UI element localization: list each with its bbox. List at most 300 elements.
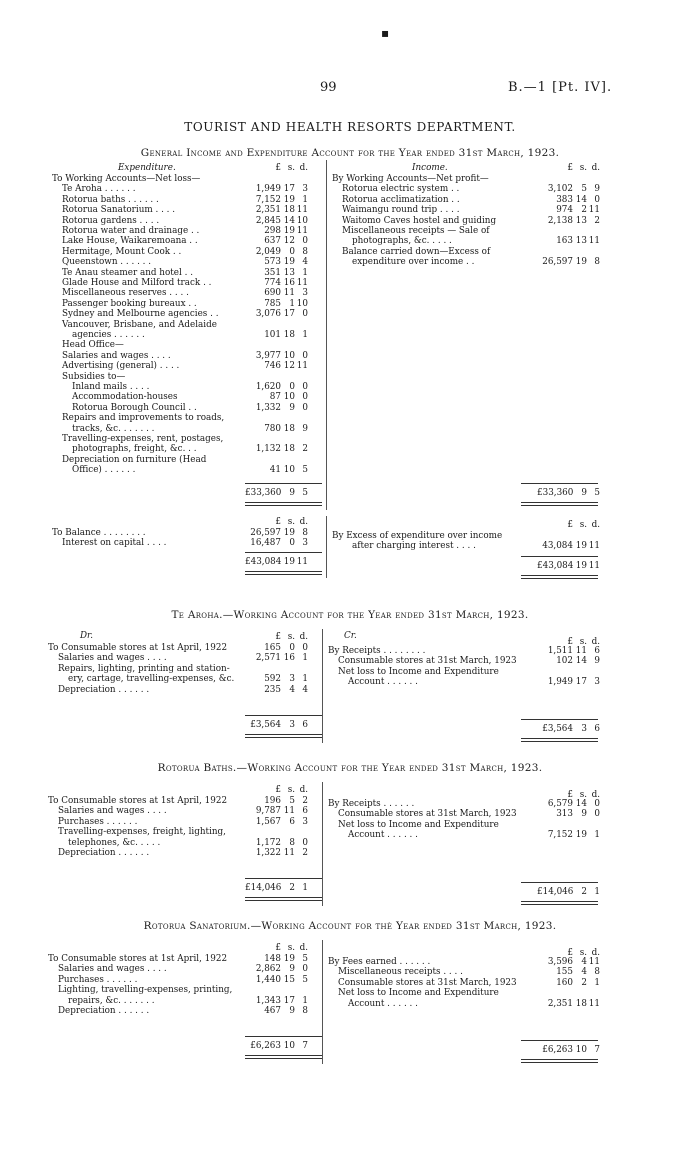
amount-pounds: 1,172 bbox=[255, 837, 281, 848]
credit-amount bbox=[537, 830, 600, 840]
income-label: Waimangu round trip . . . . bbox=[342, 205, 460, 216]
amount-shillings: 18 bbox=[283, 330, 295, 340]
excess-amount bbox=[537, 541, 600, 551]
expenditure-label: Office) . . . . . . bbox=[72, 465, 136, 476]
amount-shillings: 4 bbox=[581, 957, 587, 967]
credit-amount bbox=[537, 656, 600, 666]
amount-pence: 11 bbox=[588, 236, 600, 247]
amount-pence: 8 bbox=[302, 246, 308, 257]
expenditure-label: Lake House, Waikaremoana . . bbox=[62, 236, 198, 247]
amount-shillings: 0 bbox=[289, 538, 295, 549]
amount-pounds: 298 bbox=[264, 226, 281, 236]
expenditure-heading: Expenditure. bbox=[118, 163, 176, 173]
amount-pounds: £14,046 bbox=[537, 887, 574, 898]
amount-shillings: 17 bbox=[575, 677, 587, 688]
debit-amount bbox=[245, 954, 308, 964]
expenditure-amount bbox=[245, 288, 308, 298]
income-amount bbox=[537, 184, 600, 194]
amount-pence: 1 bbox=[594, 887, 600, 898]
amount-shillings: 13 bbox=[283, 267, 295, 278]
debit-amount bbox=[245, 685, 308, 695]
amount-shillings: 19 bbox=[575, 561, 587, 571]
debit-amount bbox=[245, 653, 308, 663]
amount-pence: 0 bbox=[302, 309, 308, 320]
credit-amount bbox=[537, 809, 600, 819]
balance-label: Interest on capital . . . . bbox=[62, 538, 167, 549]
currency-d: d. bbox=[591, 790, 600, 800]
amount-pounds: 1,949 bbox=[547, 677, 573, 688]
credit-label: Consumable stores at 31st March, 1923 bbox=[338, 977, 517, 988]
credit-label: Consumable stores at 31st March, 1923 bbox=[338, 809, 517, 820]
general-account-heading: General Income and Expenditure Account for the Year ended 31st March, 1923. bbox=[140, 147, 560, 159]
currency-header bbox=[537, 520, 600, 530]
currency-s: s. bbox=[579, 948, 587, 958]
expenditure-amount bbox=[245, 184, 308, 194]
amount-pence: 8 bbox=[302, 1006, 308, 1016]
amount-pence: 5 bbox=[302, 488, 308, 498]
amount-shillings: 17 bbox=[283, 309, 295, 320]
amount-pence: 11 bbox=[296, 205, 308, 216]
amount-pounds: 2,351 bbox=[255, 205, 281, 216]
expenditure-amount bbox=[245, 309, 308, 319]
credit-label: Consumable stores at 31st March, 1923 bbox=[338, 656, 517, 667]
amount-pence: 0 bbox=[302, 837, 308, 848]
amount-pounds: 2,571 bbox=[255, 653, 281, 664]
amount-shillings: 19 bbox=[283, 194, 295, 205]
currency-p: £ bbox=[275, 943, 281, 953]
amount-pence: 1 bbox=[594, 977, 600, 988]
amount-shillings: 16 bbox=[283, 278, 295, 288]
amount-shillings: 11 bbox=[283, 848, 295, 858]
expenditure-label: Depreciation on furniture (Head bbox=[62, 454, 207, 465]
currency-p: £ bbox=[275, 163, 281, 173]
amount-pounds: 2,845 bbox=[255, 215, 281, 226]
income-label: expenditure over income . . bbox=[352, 257, 475, 268]
currency-header bbox=[245, 785, 308, 795]
double-rule bbox=[245, 571, 322, 575]
expenditure-label: Rotorua gardens . . . . bbox=[62, 215, 160, 226]
amount-pounds: £14,046 bbox=[245, 883, 282, 894]
debit-label: repairs, &c. . . . . . . bbox=[68, 995, 155, 1006]
amount-shillings: 19 bbox=[283, 528, 295, 538]
income-label: photographs, &c. . . . . bbox=[352, 236, 452, 247]
amount-pounds: 43,084 bbox=[542, 541, 573, 552]
currency-header bbox=[537, 163, 600, 173]
amount-shillings: 10 bbox=[283, 465, 295, 476]
amount-pounds: 148 bbox=[264, 954, 281, 964]
amount-shillings: 2 bbox=[581, 205, 587, 216]
double-rule bbox=[245, 502, 322, 506]
amount-pounds: £43,084 bbox=[245, 557, 282, 567]
rule-line bbox=[245, 483, 322, 484]
column-divider bbox=[326, 160, 327, 510]
amount-pounds: 41 bbox=[269, 465, 281, 476]
amount-shillings: 4 bbox=[581, 967, 587, 978]
debit-label: To Consumable stores at 1st April, 1922 bbox=[48, 796, 228, 806]
income-amount bbox=[537, 216, 600, 226]
debit-amount bbox=[245, 848, 308, 858]
expenditure-label: Advertising (general) . . . . bbox=[62, 361, 180, 372]
amount-pence: 1 bbox=[302, 883, 308, 894]
currency-p: £ bbox=[275, 785, 281, 795]
expenditure-label: Repairs and improvements to roads, bbox=[62, 413, 225, 424]
amount-pence: 11 bbox=[296, 361, 308, 372]
debit-amount bbox=[245, 1006, 308, 1016]
amount-pence: 11 bbox=[588, 998, 600, 1009]
amount-shillings: 19 bbox=[575, 830, 587, 841]
expenditure-label: agencies . . . . . . bbox=[72, 330, 145, 340]
amount-pounds: 2,862 bbox=[255, 964, 281, 975]
amount-shillings: 4 bbox=[289, 684, 295, 695]
amount-pence: 0 bbox=[594, 809, 600, 820]
expenditure-total bbox=[245, 488, 308, 498]
amount-pounds: 26,597 bbox=[542, 257, 573, 268]
rule-line bbox=[245, 552, 322, 553]
amount-pence: 8 bbox=[594, 967, 600, 978]
balance-amount bbox=[245, 538, 308, 548]
credit-label: By Receipts . . . . . . bbox=[328, 799, 415, 809]
debit-amount bbox=[245, 817, 308, 827]
debit-label: telephones, &c. . . . . bbox=[68, 837, 161, 848]
rule-line bbox=[521, 483, 598, 484]
amount-shillings: 10 bbox=[283, 392, 295, 403]
debit-total bbox=[245, 1041, 308, 1051]
rule-line bbox=[245, 1036, 322, 1037]
amount-pounds: £3,564 bbox=[250, 720, 281, 730]
credit-amount bbox=[537, 677, 600, 687]
debit-label: Travelling-expenses, freight, lighting, bbox=[58, 827, 226, 838]
expenditure-amount bbox=[245, 216, 308, 226]
double-rule bbox=[245, 1055, 322, 1059]
expenditure-amount bbox=[245, 195, 308, 205]
amount-pence: 1 bbox=[302, 995, 308, 1006]
department-title: TOURIST AND HEALTH RESORTS DEPARTMENT. bbox=[184, 120, 516, 134]
debit-label: Purchases . . . . . . bbox=[58, 816, 138, 827]
amount-pence: 2 bbox=[302, 848, 308, 858]
amount-pounds: 2,351 bbox=[547, 998, 573, 1009]
amount-shillings: 9 bbox=[289, 402, 295, 413]
rule-line bbox=[245, 715, 322, 716]
amount-pence: 10 bbox=[296, 298, 308, 309]
amount-pounds: 7,152 bbox=[255, 194, 281, 205]
income-amount bbox=[537, 205, 600, 215]
currency-p: £ bbox=[567, 948, 573, 958]
currency-d: d. bbox=[299, 785, 308, 795]
debit-total bbox=[245, 883, 308, 893]
amount-pounds: 7,152 bbox=[547, 830, 573, 841]
amount-pounds: 573 bbox=[264, 257, 281, 268]
amount-shillings: 9 bbox=[289, 964, 295, 975]
expenditure-label: Glade House and Milford track . . bbox=[62, 278, 212, 288]
double-rule bbox=[521, 738, 598, 742]
double-rule bbox=[245, 734, 322, 738]
double-rule bbox=[521, 901, 598, 905]
expenditure-label: Accommodation-houses bbox=[72, 392, 178, 403]
debit-label: Depreciation . . . . . . bbox=[58, 684, 150, 695]
expenditure-label: Head Office— bbox=[62, 340, 124, 351]
amount-pounds: £33,360 bbox=[537, 488, 574, 498]
expenditure-amount bbox=[245, 278, 308, 288]
amount-pence: 0 bbox=[302, 964, 308, 975]
amount-pounds: 9,787 bbox=[255, 806, 281, 817]
amount-pence: 4 bbox=[302, 257, 308, 268]
amount-shillings: 9 bbox=[581, 809, 587, 820]
amount-shillings: 3 bbox=[289, 720, 295, 730]
amount-shillings: 5 bbox=[581, 184, 587, 195]
income-amount bbox=[537, 236, 600, 246]
income-label: By Working Accounts—Net profit— bbox=[332, 174, 489, 184]
credit-label: Account . . . . . . bbox=[348, 830, 418, 841]
expenditure-label: photographs, freight, &c. . . bbox=[72, 444, 197, 455]
amount-pence: 5 bbox=[302, 465, 308, 476]
currency-s: s. bbox=[579, 520, 587, 530]
amount-pence: 6 bbox=[594, 724, 600, 734]
expenditure-label: Rotorua Sanatorium . . . . bbox=[62, 205, 176, 216]
expenditure-label: Rotorua baths . . . . . . bbox=[62, 194, 159, 205]
amount-pounds: 1,440 bbox=[255, 974, 281, 985]
credit-amount bbox=[537, 999, 600, 1009]
credit-label: Net loss to Income and Expenditure bbox=[338, 666, 499, 677]
amount-pounds: 1,949 bbox=[255, 184, 281, 195]
debit-label: To Consumable stores at 1st April, 1922 bbox=[48, 643, 228, 653]
ink-mark: ▪ bbox=[381, 26, 390, 40]
credit-label: Account . . . . . . bbox=[348, 998, 418, 1009]
credit-label: Account . . . . . . bbox=[348, 677, 418, 688]
amount-shillings: 5 bbox=[289, 796, 295, 806]
currency-s: s. bbox=[287, 632, 295, 642]
debit-label: Repairs, lighting, printing and station- bbox=[58, 663, 230, 674]
working-account-heading: Rotorua Baths.—Working Account for the Year ended 31st March, 1923. bbox=[157, 762, 543, 774]
amount-shillings: 0 bbox=[289, 246, 295, 257]
amount-pence: 0 bbox=[302, 643, 308, 653]
credit-amount bbox=[537, 957, 600, 967]
amount-pounds: 16,487 bbox=[250, 538, 281, 549]
double-rule bbox=[521, 502, 598, 506]
debit-label: Depreciation . . . . . . bbox=[58, 848, 150, 858]
debit-label: Salaries and wages . . . . bbox=[58, 653, 167, 664]
amount-pounds: 746 bbox=[264, 361, 281, 372]
currency-d: d. bbox=[299, 943, 308, 953]
amount-shillings: 0 bbox=[289, 382, 295, 392]
amount-shillings: 18 bbox=[575, 998, 587, 1009]
amount-pounds: 690 bbox=[264, 288, 281, 299]
currency-header bbox=[245, 943, 308, 953]
credit-amount bbox=[537, 646, 600, 656]
amount-shillings: 2 bbox=[581, 977, 587, 988]
amount-shillings: 13 bbox=[575, 236, 587, 247]
credit-heading: Cr. bbox=[344, 631, 357, 641]
currency-d: d. bbox=[299, 632, 308, 642]
debit-amount bbox=[245, 796, 308, 806]
amount-pence: 9 bbox=[594, 656, 600, 667]
working-account-heading: Rotorua Sanatorium.—Working Account for thè Year ended 31st March, 1923. bbox=[143, 920, 557, 932]
amount-pence: 1 bbox=[594, 830, 600, 841]
column-divider bbox=[326, 516, 327, 578]
currency-p: £ bbox=[567, 637, 573, 647]
amount-shillings: 17 bbox=[283, 995, 295, 1006]
amount-pence: 3 bbox=[302, 184, 308, 195]
amount-pounds: 774 bbox=[264, 278, 281, 288]
currency-header bbox=[245, 632, 308, 642]
rule-line bbox=[521, 556, 598, 557]
income-heading: Income. bbox=[412, 163, 448, 173]
amount-pence: 8 bbox=[302, 528, 308, 538]
rule-line bbox=[521, 1040, 598, 1041]
double-rule bbox=[521, 1059, 598, 1063]
currency-s: s. bbox=[287, 943, 295, 953]
amount-pence: 11 bbox=[588, 205, 600, 216]
amount-pence: 1 bbox=[302, 330, 308, 340]
amount-pounds: 383 bbox=[556, 194, 573, 205]
amount-shillings: 3 bbox=[581, 724, 587, 734]
debit-label: To Consumable stores at 1st April, 1922 bbox=[48, 954, 228, 964]
balance-label: To Balance . . . . . . . . bbox=[52, 528, 146, 538]
debit-amount bbox=[245, 643, 308, 653]
amount-pounds: 3,977 bbox=[255, 350, 281, 361]
amount-pence: 1 bbox=[302, 194, 308, 205]
amount-pounds: 1,332 bbox=[255, 402, 281, 413]
amount-pence: 0 bbox=[302, 402, 308, 413]
debit-label: ery, cartage, travelling-expenses, &c. bbox=[68, 674, 235, 685]
amount-pounds: 155 bbox=[556, 967, 573, 978]
credit-label: Net loss to Income and Expenditure bbox=[338, 988, 499, 999]
expenditure-label: Subsidies to— bbox=[62, 371, 126, 382]
currency-p: £ bbox=[567, 520, 573, 530]
double-rule bbox=[521, 575, 598, 579]
expenditure-label: Rotorua water and drainage . . bbox=[62, 226, 200, 236]
amount-pounds: 87 bbox=[269, 392, 281, 403]
amount-pounds: 1,567 bbox=[255, 816, 281, 827]
currency-s: s. bbox=[579, 637, 587, 647]
expenditure-amount bbox=[245, 226, 308, 236]
amount-pounds: £33,360 bbox=[245, 488, 282, 498]
amount-pounds: 3,076 bbox=[255, 309, 281, 320]
amount-shillings: 14 bbox=[283, 215, 295, 226]
currency-p: £ bbox=[275, 632, 281, 642]
income-label: Miscellaneous receipts — Sale of bbox=[342, 226, 490, 236]
amount-pounds: 196 bbox=[264, 796, 281, 806]
debit-label: Salaries and wages . . . . bbox=[58, 806, 167, 817]
amount-shillings: 16 bbox=[283, 653, 295, 664]
currency-d: d. bbox=[591, 948, 600, 958]
credit-amount bbox=[537, 978, 600, 988]
amount-pounds: 101 bbox=[264, 330, 281, 340]
amount-pence: 0 bbox=[594, 799, 600, 809]
amount-shillings: 3 bbox=[289, 674, 295, 685]
amount-pounds: 26,597 bbox=[250, 528, 281, 538]
amount-pounds: £6,263 bbox=[542, 1045, 573, 1056]
currency-header bbox=[245, 163, 308, 173]
amount-pence: 0 bbox=[302, 236, 308, 247]
amount-shillings: 12 bbox=[283, 236, 295, 247]
amount-pence: 6 bbox=[302, 806, 308, 817]
amount-shillings: 9 bbox=[289, 488, 295, 498]
amount-pounds: £6,263 bbox=[250, 1041, 281, 1052]
amount-pounds: 160 bbox=[556, 977, 573, 988]
amount-shillings: 6 bbox=[289, 816, 295, 827]
income-amount bbox=[537, 195, 600, 205]
credit-label: Net loss to Income and Expenditure bbox=[338, 819, 499, 830]
debit-amount bbox=[245, 806, 308, 816]
amount-pence: 11 bbox=[296, 557, 308, 567]
balance-amount bbox=[245, 528, 308, 538]
amount-pounds: 3,596 bbox=[547, 957, 573, 967]
amount-shillings: 19 bbox=[283, 954, 295, 964]
amount-pence: 0 bbox=[302, 392, 308, 403]
currency-p: £ bbox=[567, 790, 573, 800]
expenditure-label: Passenger booking bureaux . . bbox=[62, 298, 197, 309]
amount-pence: 11 bbox=[588, 541, 600, 552]
currency-d: d. bbox=[591, 520, 600, 530]
expenditure-label: Vancouver, Brisbane, and Adelaide bbox=[62, 319, 217, 330]
amount-shillings: 13 bbox=[575, 215, 587, 226]
amount-shillings: 14 bbox=[575, 656, 587, 667]
expenditure-amount bbox=[245, 205, 308, 215]
expenditure-amount bbox=[245, 268, 308, 278]
amount-pence: 3 bbox=[302, 538, 308, 549]
currency-s: s. bbox=[287, 785, 295, 795]
amount-pence: 11 bbox=[588, 561, 600, 571]
currency-s: s. bbox=[287, 517, 295, 527]
amount-shillings: 19 bbox=[575, 257, 587, 268]
debit-label: Depreciation . . . . . . bbox=[58, 1006, 150, 1016]
amount-shillings: 17 bbox=[283, 184, 295, 195]
expenditure-amount bbox=[245, 424, 308, 434]
amount-pounds: 1,620 bbox=[255, 382, 281, 392]
expenditure-label: Inland mails . . . . bbox=[72, 382, 150, 392]
amount-shillings: 10 bbox=[283, 1041, 295, 1052]
amount-pounds: 2,049 bbox=[255, 246, 281, 257]
amount-shillings: 18 bbox=[283, 444, 295, 455]
amount-shillings: 15 bbox=[283, 974, 295, 985]
double-rule bbox=[245, 897, 322, 901]
debit-amount bbox=[245, 838, 308, 848]
expenditure-amount bbox=[245, 392, 308, 402]
expenditure-label: Miscellaneous reserves . . . . bbox=[62, 288, 189, 299]
amount-shillings: 19 bbox=[575, 541, 587, 552]
column-divider bbox=[322, 629, 323, 743]
amount-shillings: 2 bbox=[289, 883, 295, 894]
debit-amount bbox=[245, 674, 308, 684]
expenditure-amount bbox=[245, 330, 308, 340]
expenditure-amount bbox=[245, 465, 308, 475]
expenditure-label: To Working Accounts—Net loss— bbox=[52, 174, 201, 184]
expenditure-amount bbox=[245, 382, 308, 392]
amount-pounds: 1,132 bbox=[255, 444, 281, 455]
amount-pounds: 102 bbox=[556, 656, 573, 667]
amount-pence: 3 bbox=[302, 288, 308, 299]
amount-pence: 9 bbox=[302, 423, 308, 434]
amount-shillings: 14 bbox=[575, 194, 587, 205]
expenditure-label: Hermitage, Mount Cook . . bbox=[62, 246, 182, 257]
amount-pounds: 637 bbox=[264, 236, 281, 247]
amount-pence: 7 bbox=[302, 1041, 308, 1052]
amount-pounds: 6,579 bbox=[547, 799, 573, 809]
amount-shillings: 9 bbox=[289, 1006, 295, 1016]
debit-amount bbox=[245, 975, 308, 985]
debit-label: Salaries and wages . . . . bbox=[58, 964, 167, 975]
amount-pence: 8 bbox=[594, 257, 600, 268]
amount-pounds: 163 bbox=[556, 236, 573, 247]
expenditure-label: Rotorua Borough Council . . bbox=[72, 402, 197, 413]
excess-label: By Excess of expenditure over income bbox=[332, 531, 503, 541]
debit-label: Lighting, travelling-expenses, printing, bbox=[58, 985, 233, 996]
currency-header bbox=[245, 517, 308, 527]
amount-pence: 5 bbox=[302, 954, 308, 964]
currency-s: s. bbox=[579, 790, 587, 800]
amount-pence: 2 bbox=[302, 796, 308, 806]
amount-pounds: 3,102 bbox=[547, 184, 573, 195]
